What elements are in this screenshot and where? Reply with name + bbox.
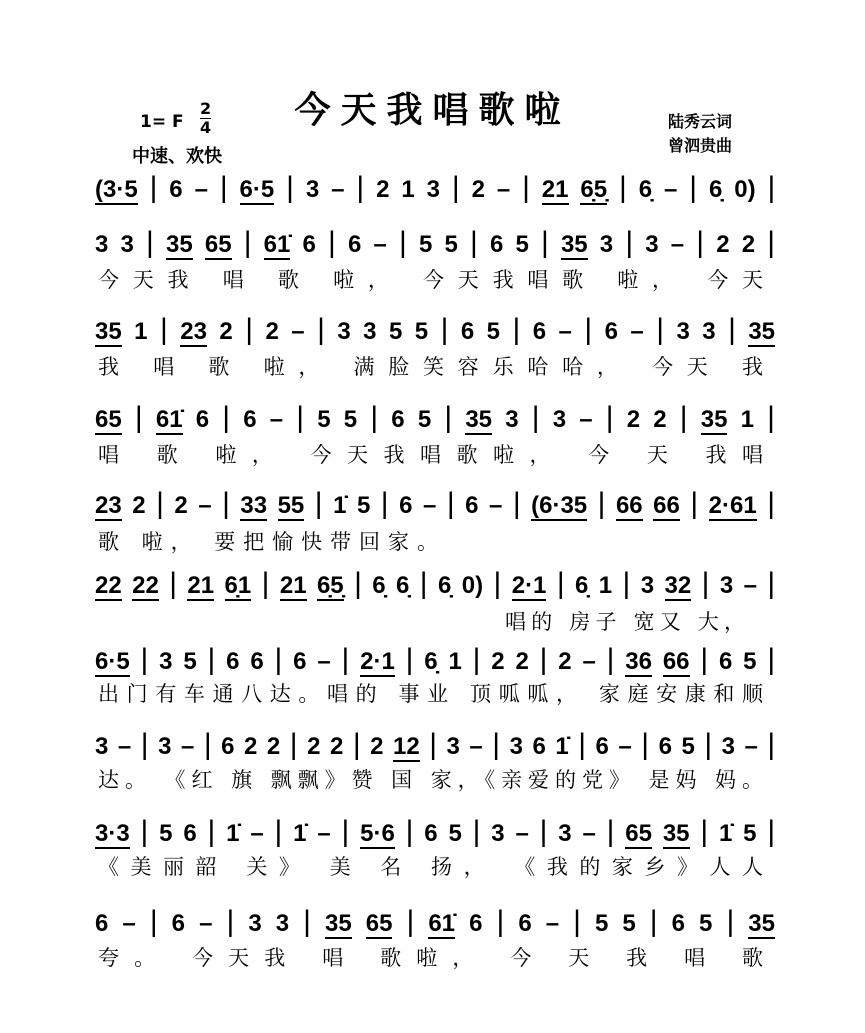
note: 5	[159, 820, 173, 847]
note: 21	[279, 572, 307, 599]
meter-top: 2	[200, 99, 212, 118]
note: 6	[293, 648, 307, 675]
bar-line: |	[243, 226, 252, 259]
bar-line: |	[451, 171, 460, 204]
bar-line: |	[531, 401, 540, 434]
note: 35	[662, 820, 690, 847]
note: 6	[226, 648, 240, 675]
note: –	[582, 820, 596, 847]
lyrics-line: 今天我 唱 歌 啦， 今天我唱歌 啦， 今天	[98, 268, 763, 292]
bar-line: |	[356, 171, 365, 204]
bar-line: |	[625, 226, 634, 259]
bar-line: |	[140, 815, 149, 848]
lyrics-line: 出门有车通八达。唱的 事业 顶呱呱， 家庭安康和顺	[98, 682, 763, 706]
note: 3	[426, 176, 440, 203]
note: 5	[622, 910, 636, 937]
notation-line	[95, 400, 775, 436]
notation-line	[95, 642, 775, 678]
note: 6	[460, 318, 475, 345]
bar-line: |	[146, 226, 154, 259]
note: –	[422, 492, 437, 519]
note: 6	[195, 406, 210, 433]
bar-line: |	[606, 643, 615, 676]
note: 6	[302, 231, 316, 258]
note: 5	[183, 648, 197, 675]
bar-line: |	[274, 643, 283, 676]
note: 6̣	[396, 572, 410, 599]
bar-line: |	[492, 728, 501, 761]
bar-line: |	[512, 313, 521, 346]
note: –	[743, 572, 757, 599]
note: 1̇	[226, 820, 240, 847]
bar-line: |	[578, 728, 587, 761]
bar-line: |	[352, 728, 361, 761]
note: 2	[132, 492, 146, 519]
note: 2	[558, 648, 572, 675]
note: –	[469, 733, 483, 760]
note: 6̣	[638, 176, 653, 203]
note: –	[618, 733, 632, 760]
bar-line: |	[556, 567, 565, 600]
bar-line: |	[149, 905, 158, 938]
composer: 曾泗贵曲	[668, 136, 733, 155]
bar-line: |	[222, 487, 230, 520]
note: 6̣	[424, 648, 438, 675]
bar-line: |	[606, 815, 615, 848]
note: 3	[158, 733, 172, 760]
note: 2	[741, 231, 756, 258]
note: 5	[743, 648, 757, 675]
note: 5	[448, 820, 462, 847]
note: 3	[509, 733, 523, 760]
note: 6̣5̣	[316, 572, 344, 599]
note: 6	[489, 231, 504, 258]
note: 2·1	[511, 572, 547, 599]
note: 2	[329, 733, 344, 760]
note: 6	[658, 733, 672, 760]
bar-line: |	[649, 905, 658, 938]
note: 3	[721, 733, 736, 760]
note: 3	[159, 648, 173, 675]
note: 35	[700, 406, 728, 433]
note: 5	[356, 492, 371, 519]
note: 3·3	[95, 820, 130, 847]
note: 6	[347, 231, 362, 258]
bar-line: |	[159, 313, 168, 346]
bar-line: |	[140, 643, 149, 676]
note: –	[545, 910, 560, 937]
note: 6	[183, 820, 197, 847]
note: –	[317, 648, 331, 675]
note: 6·5	[95, 648, 130, 675]
note: 3	[505, 406, 519, 433]
note: 2	[244, 733, 258, 760]
bar-line: |	[701, 567, 710, 600]
bar-line: |	[728, 313, 736, 346]
bar-line: |	[419, 567, 428, 600]
note: 3	[337, 318, 351, 345]
bar-line: |	[328, 226, 336, 259]
bar-line: |	[226, 905, 235, 938]
note: 3	[491, 820, 505, 847]
note: 23	[95, 492, 122, 519]
note: 2	[370, 733, 384, 760]
bar-line: |	[245, 313, 253, 346]
bar-line: |	[207, 643, 216, 676]
note: 6	[169, 176, 183, 203]
bar-line: |	[219, 171, 228, 204]
note: 12	[393, 733, 420, 760]
bar-line: |	[767, 226, 776, 259]
note: 3	[305, 176, 320, 203]
note: –	[579, 406, 593, 433]
note: 6	[518, 910, 532, 937]
note: –	[663, 176, 678, 203]
note: –	[331, 176, 345, 203]
note: 5	[444, 231, 458, 258]
note: 2	[471, 176, 485, 203]
bar-line: |	[700, 643, 709, 676]
note: 21	[187, 572, 215, 599]
lyrics-line: 《美丽韶 关》 美 名 扬， 《我的家乡》人人	[98, 855, 763, 879]
bar-line: |	[539, 643, 548, 676]
bar-line: |	[493, 567, 502, 600]
bar-line: |	[314, 487, 323, 520]
bar-line: |	[222, 401, 231, 434]
note: –	[117, 733, 132, 760]
note: 61̇	[428, 910, 456, 937]
bar-line: |	[169, 567, 178, 600]
note: 35	[748, 318, 776, 345]
note: 3	[248, 910, 262, 937]
note: 6̣1	[224, 572, 252, 599]
bar-line: |	[203, 728, 212, 761]
note: –	[198, 492, 212, 519]
bar-line: |	[207, 815, 216, 848]
note: –	[582, 648, 596, 675]
bar-line: |	[539, 815, 548, 848]
bar-line: |	[399, 226, 407, 259]
note: 3	[552, 406, 567, 433]
note: 0)	[734, 176, 756, 203]
note: 65	[204, 231, 232, 258]
note: 35	[465, 406, 493, 433]
tempo-marking: 中速、欢快	[132, 146, 222, 167]
lyrics-line: 唱 歌 啦， 今天我唱歌啦， 今 天 我唱	[98, 443, 763, 467]
note: –	[744, 733, 758, 760]
note: 6	[671, 910, 685, 937]
bar-line: |	[512, 487, 521, 520]
note: 3	[702, 318, 716, 345]
bar-line: |	[767, 401, 775, 434]
bar-line: |	[522, 171, 530, 204]
key-signature: 1= F	[140, 112, 184, 132]
bar-line: |	[405, 643, 414, 676]
note: 1	[448, 648, 462, 675]
note: 6	[399, 492, 413, 519]
note: –	[373, 231, 387, 258]
note: 5	[515, 231, 529, 258]
note: 33	[240, 492, 268, 519]
note: 6	[250, 648, 264, 675]
note: 5	[594, 910, 609, 937]
note: 6	[95, 910, 109, 937]
bar-line: |	[767, 815, 776, 848]
note: 3	[719, 572, 734, 599]
note: 3	[676, 318, 690, 345]
bar-line: |	[274, 815, 283, 848]
note: 5	[388, 318, 403, 345]
note: 2·1	[360, 648, 395, 675]
note: (6·35	[531, 492, 588, 519]
notation-line	[95, 904, 775, 940]
note: 6̣5̣	[580, 176, 608, 203]
note: 2	[307, 733, 321, 760]
note: 22	[132, 572, 159, 599]
note: 35	[165, 231, 193, 258]
note: 6	[391, 406, 405, 433]
note: –	[250, 820, 264, 847]
note: 35	[560, 231, 588, 258]
credits	[668, 110, 732, 158]
note: 23	[180, 318, 207, 345]
note: 2	[515, 648, 529, 675]
notation-line	[95, 566, 775, 602]
note: 6	[718, 648, 733, 675]
bar-line: |	[700, 815, 709, 848]
note: 6	[532, 733, 546, 760]
bar-line: |	[296, 401, 305, 434]
bar-line: |	[679, 401, 688, 434]
note: 6̣	[438, 572, 452, 599]
note: –	[558, 318, 572, 345]
song-title: 今天我唱歌啦	[294, 90, 571, 131]
note: 2	[653, 406, 667, 433]
note: 6	[171, 910, 186, 937]
bar-line: |	[446, 487, 455, 520]
bar-line: |	[704, 728, 713, 761]
bar-line: |	[641, 728, 650, 761]
bar-line: |	[689, 171, 698, 204]
note: 1	[401, 176, 415, 203]
notation-line	[95, 486, 775, 522]
note: 0)	[461, 572, 484, 599]
bar-line: |	[406, 905, 415, 938]
note: 5	[699, 910, 713, 937]
note: 22	[95, 572, 122, 599]
notation-line	[95, 312, 775, 348]
note: 3	[558, 820, 572, 847]
note: 2	[376, 176, 390, 203]
bar-line: |	[767, 487, 775, 520]
bar-line: |	[540, 226, 549, 259]
bar-line: |	[767, 643, 776, 676]
note: 32	[664, 572, 692, 599]
note: 1̇	[333, 492, 347, 519]
bar-line: |	[317, 313, 325, 346]
note: 2	[265, 318, 279, 345]
note: 65	[95, 406, 122, 433]
note: 2·61	[708, 492, 757, 519]
note: 3	[275, 910, 290, 937]
note: 5	[343, 406, 358, 433]
note: 3	[95, 231, 109, 258]
note: 3	[120, 231, 134, 258]
note: –	[317, 820, 331, 847]
note: 6	[469, 910, 483, 937]
note: 6̣	[575, 572, 589, 599]
note: 1	[598, 572, 613, 599]
meter-bottom: 4	[200, 118, 212, 137]
bar-line: |	[341, 815, 350, 848]
note: 1̇	[555, 733, 569, 760]
note: –	[291, 318, 305, 345]
note: 6	[424, 820, 438, 847]
note: 2	[174, 492, 188, 519]
lyricist: 陆秀云词	[668, 112, 733, 131]
bar-line: |	[261, 567, 270, 600]
note: 1̇	[718, 820, 733, 847]
note: 6·5	[239, 176, 275, 203]
note: 3	[645, 231, 659, 258]
note: 1	[740, 406, 754, 433]
note: –	[496, 176, 511, 203]
bar-line: |	[140, 728, 149, 761]
note: 6	[604, 318, 618, 345]
bar-line: |	[605, 401, 614, 434]
bar-line: |	[303, 905, 311, 938]
bar-line: |	[584, 313, 593, 346]
note: 6̣	[708, 176, 723, 203]
bar-line: |	[767, 171, 776, 204]
note: 61̇	[263, 231, 291, 258]
note: 5	[743, 820, 757, 847]
bar-line: |	[573, 905, 581, 938]
note: –	[180, 733, 195, 760]
note: 6̣	[372, 572, 386, 599]
note: 55	[277, 492, 305, 519]
bar-line: |	[405, 815, 414, 848]
bar-line: |	[472, 643, 481, 676]
note: –	[515, 820, 529, 847]
note: 3	[640, 572, 655, 599]
note: –	[488, 492, 503, 519]
note: 3	[446, 733, 460, 760]
note: 5	[417, 406, 432, 433]
note: 6	[221, 733, 235, 760]
note: 5	[681, 733, 695, 760]
bar-line: |	[444, 401, 453, 434]
note: 35	[324, 910, 352, 937]
note: (3·5	[95, 176, 138, 203]
notation-line	[95, 225, 775, 261]
note: 66	[662, 648, 690, 675]
bar-line: |	[656, 313, 664, 346]
note: 6	[465, 492, 479, 519]
bar-line: |	[380, 487, 389, 520]
note: 3	[363, 318, 377, 345]
bar-line: |	[370, 401, 379, 434]
lyrics-line: 歌 啦， 要把愉快带回家。	[98, 530, 438, 554]
note: –	[122, 910, 136, 937]
note: 3	[95, 733, 109, 760]
bar-line: |	[341, 643, 350, 676]
lyrics-line: 达。 《红 旗 飘飘》赞 国 家，《亲爱的党》 是妈 妈。	[98, 768, 763, 792]
note: 66	[653, 492, 680, 519]
bar-line: |	[156, 487, 164, 520]
bar-line: |	[134, 401, 143, 434]
notation-line	[95, 814, 775, 850]
note: 5	[418, 231, 433, 258]
note: 2	[491, 648, 505, 675]
note: 6	[243, 406, 257, 433]
bar-line: |	[440, 313, 449, 346]
note: 2	[626, 406, 641, 433]
bar-line: |	[429, 728, 438, 761]
lyrics-line: 夸。 今天我 唱 歌啦， 今 天 我 唱 歌	[98, 946, 763, 970]
note: 66	[615, 492, 643, 519]
time-signature	[200, 100, 211, 137]
bar-line: |	[472, 815, 481, 848]
note: 2	[219, 318, 233, 345]
note: 6	[595, 733, 609, 760]
bar-line: |	[286, 171, 294, 204]
note: 6	[532, 318, 547, 345]
note: –	[194, 176, 208, 203]
note: 5	[414, 318, 429, 345]
bar-line: |	[470, 226, 478, 259]
notation-line	[95, 170, 775, 206]
note: 61̇	[155, 406, 183, 433]
note: 2	[716, 231, 730, 258]
note: 1̇	[293, 820, 307, 847]
bar-line: |	[597, 487, 606, 520]
note: –	[630, 318, 644, 345]
note: 65	[365, 910, 393, 937]
bar-line: |	[690, 487, 699, 520]
bar-line: |	[726, 905, 735, 938]
bar-line: |	[289, 728, 298, 761]
note: 5	[486, 318, 500, 345]
notation-line	[95, 727, 775, 763]
bar-line: |	[767, 728, 776, 761]
note: 35	[748, 910, 775, 937]
note: 21	[541, 176, 569, 203]
bar-line: |	[354, 567, 362, 600]
note: 2	[266, 733, 281, 760]
note: –	[199, 910, 213, 937]
bar-line: |	[496, 905, 505, 938]
note: 65	[625, 820, 652, 847]
bar-line: |	[767, 567, 776, 600]
note: 35	[95, 318, 122, 345]
note: –	[269, 406, 284, 433]
bar-line: |	[619, 171, 627, 204]
note: 3	[599, 231, 614, 258]
note: 1	[134, 318, 148, 345]
lyrics-line: 我 唱 歌 啦， 满脸笑容乐哈哈， 今天 我	[98, 355, 763, 379]
note: –	[670, 231, 685, 258]
note: 5·6	[360, 820, 395, 847]
bar-line: |	[149, 171, 158, 204]
note: 36	[625, 648, 652, 675]
bar-line: |	[622, 567, 631, 600]
bar-line: |	[696, 226, 705, 259]
lyrics-line: 唱的 房子 宽又 大，	[505, 610, 745, 634]
note: 5	[317, 406, 331, 433]
